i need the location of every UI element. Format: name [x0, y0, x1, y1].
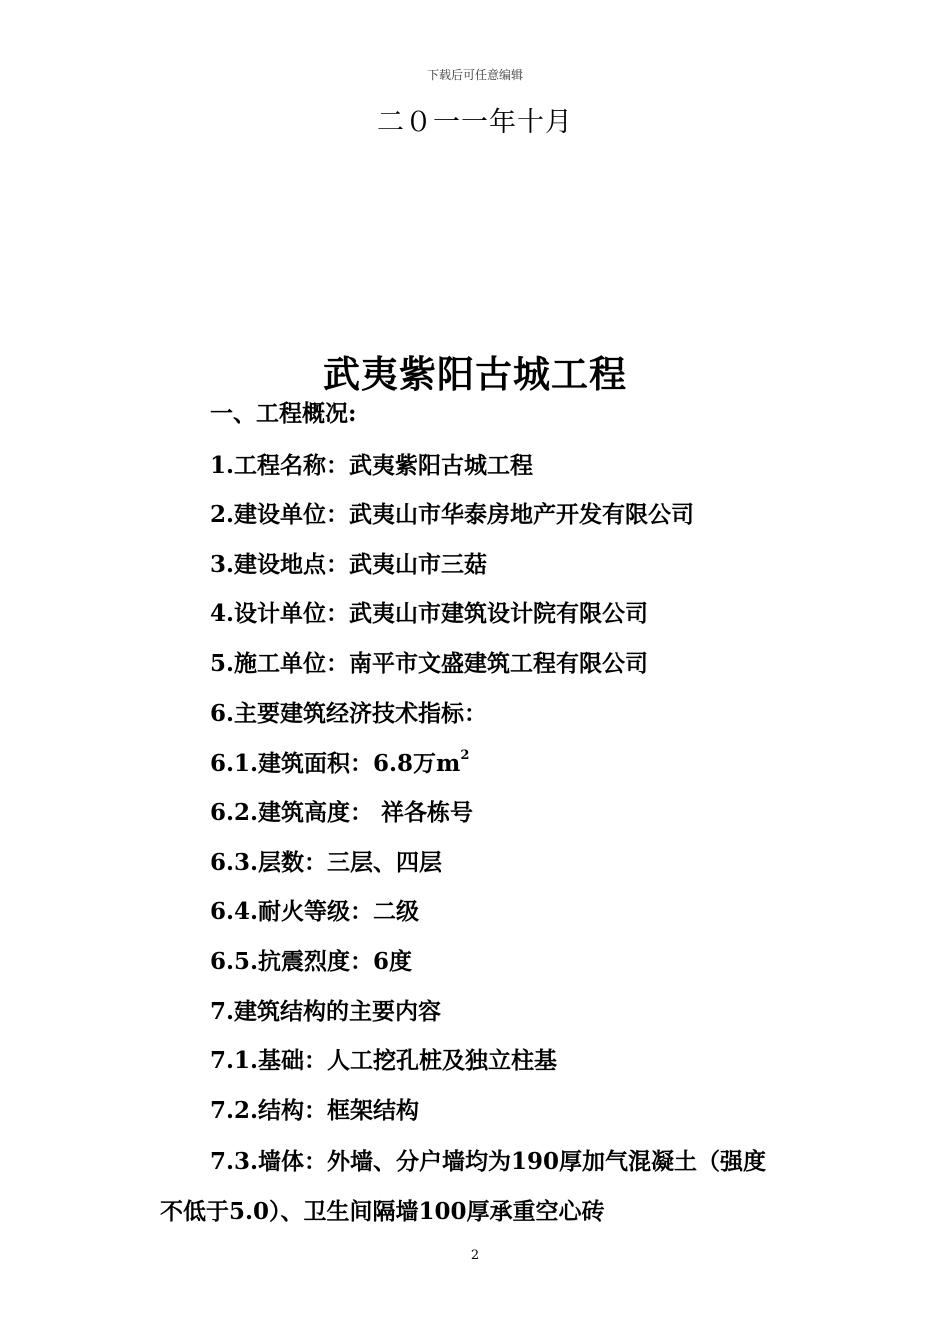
building-area-text: 6.1.建筑面积：6.8万m: [210, 750, 461, 777]
structure-heading: 7.建筑结构的主要内容: [210, 998, 442, 1025]
document-title: 武夷紫阳古城工程: [323, 352, 627, 396]
date-line: 二０一一年十月: [377, 107, 573, 138]
header-note: 下载后可任意编辑: [426, 68, 523, 82]
walls-line: 7.3.墙体：外墙、分户墙均为190厚加气混凝土（强度: [210, 1148, 767, 1175]
indicators-heading: 6.主要建筑经济技术指标：: [210, 700, 488, 727]
fire-rating-line: 6.4.耐火等级：二级: [210, 898, 420, 925]
page-number: 2: [470, 1248, 480, 1263]
floors-line: 6.3.层数：三层、四层: [210, 849, 443, 876]
section-heading: 一、工程概况:: [210, 400, 357, 427]
building-height-line: 6.2.建筑高度： 祥各栋号: [210, 799, 474, 826]
foundation-line: 7.1.基础：人工挖孔桩及独立柱基: [210, 1047, 558, 1074]
owner-line: 2.建设单位：武夷山市华泰房地产开发有限公司: [210, 501, 695, 528]
designer-line: 4.设计单位：武夷山市建筑设计院有限公司: [210, 600, 649, 627]
walls-line-continued: 不低于5.0）、卫生间隔墙100厚承重空心砖: [160, 1198, 605, 1225]
seismic-line: 6.5.抗震烈度：6度: [210, 948, 413, 975]
structure-line: 7.2.结构：框架结构: [210, 1097, 420, 1124]
location-line: 3.建设地点：武夷山市三菇: [210, 551, 488, 578]
project-name-line: 1.工程名称：武夷紫阳古城工程: [210, 452, 534, 479]
area-superscript: 2: [460, 748, 470, 763]
contractor-line: 5.施工单位：南平市文盛建筑工程有限公司: [210, 650, 649, 677]
building-area-line: [210, 744, 469, 784]
